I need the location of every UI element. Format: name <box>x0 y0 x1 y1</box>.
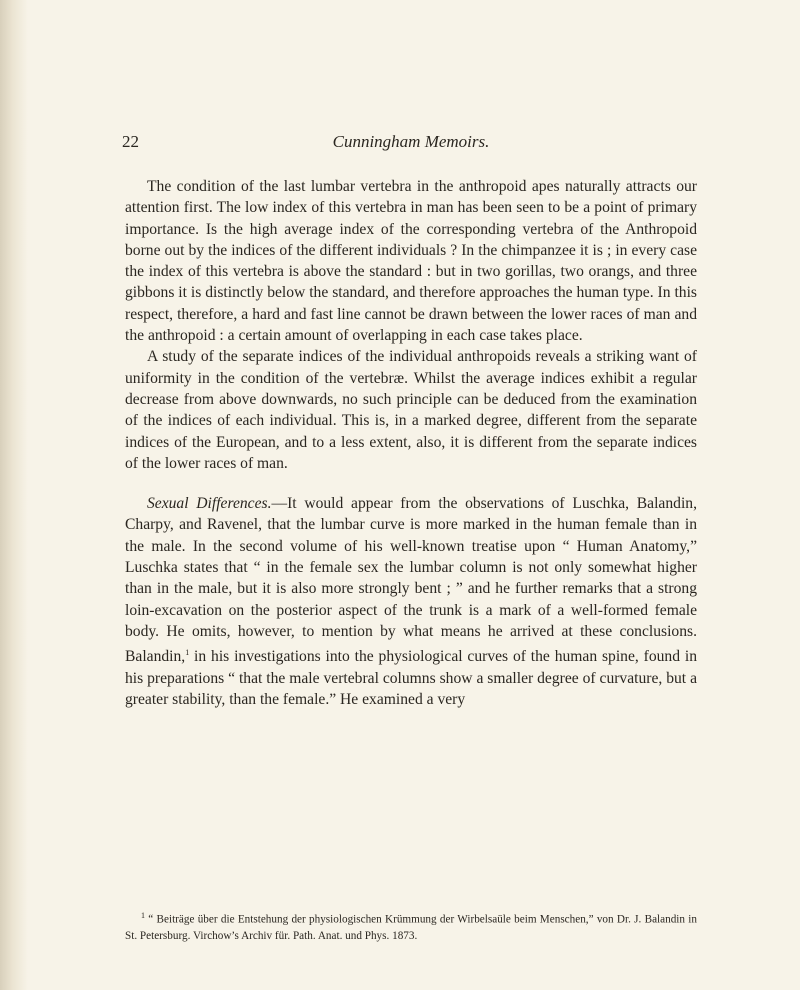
paragraph-1: The condition of the last lumbar vertebra in the anthropoid apes naturally attracts our attention first. The low index of this vertebra in man has been seen to be a point of primary importance. Is the high average index of the corresponding vertebra of the Anthropoid borne out by the indices of the different individuals ? In the chimpanzee it is ; in every case the index of this vertebra is above the standard : but in two gorillas, two orangs, and three gibbons it is distinctly below the standard, and therefore approaches the human type. In this respect, therefore, a hard and fast line cannot be drawn between the lower races of man and the anthropoid : a certain amount of overlapping in each case takes place. <box>125 178 697 345</box>
paragraph-2: A study of the separate indices of the individual anthropoids reveals a striking want of uniformity in the condition of the vertebræ. Whilst the average indices exhibit a regular decrease from above downwards, no such principle can be deduced from the examination of the indices of each individual. This is, in a marked degree, different from the separate indices of the European, and to a less extent, also, it is different from the separate indices of the lower races of man. <box>125 348 697 472</box>
section-text-2: in his investigations into the physiological curves of the human spine, found in his preparations “ that the male vertebral columns show a smaller degree of curvature, but a greater stability, than the female.” He examined a very <box>125 648 697 709</box>
footnote <box>125 908 697 944</box>
page-header <box>122 132 700 156</box>
section-heading: Sexual Differences. <box>147 495 272 513</box>
footnote-reference: 1 <box>185 648 190 658</box>
page-edge-shadow <box>0 0 28 990</box>
footnote-text: “ Beiträge über die Entstehung der physiologischen Krümmung der Wirbelsaüle beim Menschen,” von Dr. J. Balandin in St. Petersburg. Virchow’s Archiv für. Path. Anat. und Phys. 1873. <box>125 913 697 942</box>
running-head: Cunningham Memoirs. <box>332 132 490 151</box>
section-text-1: —It would appear from the observations of Luschka, Balandin, Charpy, and Ravenel, that the lumbar curve is more marked in the human female than in the male. In the second volume of his well-known treatise upon “ Human Anatomy,” Luschka states that “ in the female sex the lumbar column is not only somewhat higher than in the male, but it is also more strongly bent ; ” and he further remarks that a strong loin-excavation on the posterior aspect of the trunk is a mark of a well-formed female body. He omits, however, to mention by what means he arrived at these conclusions. Balandin, <box>125 495 697 666</box>
footnote-marker: 1 <box>141 911 145 920</box>
body-text <box>125 176 697 710</box>
section-paragraph <box>125 493 697 710</box>
page-number: 22 <box>122 132 139 151</box>
